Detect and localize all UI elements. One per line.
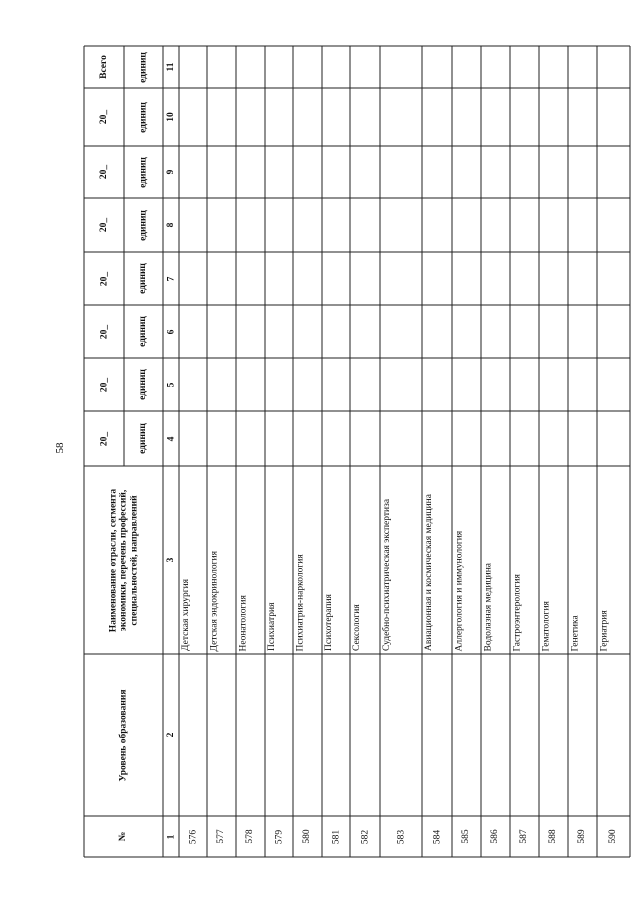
row-name: Судебно-психиатрическая экспертиза: [382, 498, 392, 651]
row-name: Аллергология и иммунология: [454, 530, 464, 651]
row-name: Детская эндокринология: [209, 550, 219, 651]
header-unit: единиц: [138, 156, 149, 188]
page-number: 58: [54, 442, 66, 454]
row-number: 587: [519, 829, 530, 844]
row-name: Водолазная медицина: [483, 562, 493, 651]
column-number: 7: [165, 276, 176, 281]
column-number: 3: [165, 557, 176, 563]
row-number: 585: [461, 829, 472, 844]
row-name: Генетика: [570, 614, 580, 651]
column-number: 11: [165, 62, 176, 72]
row-name: Гематология: [541, 600, 551, 651]
header-year: 20_: [98, 377, 109, 392]
header-num: №: [118, 831, 129, 842]
header-unit: единиц: [138, 209, 149, 241]
row-number: 581: [330, 829, 341, 844]
header-name: Наименование отрасли, сегмента экономики, перечень профессий, специальностей, направлений: [107, 488, 139, 632]
row-name: Психотерапия: [324, 594, 334, 651]
header-total: Всего: [98, 55, 109, 79]
header-year: 20_: [98, 431, 109, 446]
header-unit: единиц: [138, 369, 149, 400]
header-unit: единиц: [138, 316, 149, 347]
row-number: 577: [216, 829, 227, 844]
row-name: Детская хирургия: [181, 578, 191, 651]
column-number: 1: [165, 834, 176, 839]
header-level: Уровень образования: [118, 689, 129, 781]
row-name: Гериатрия: [599, 609, 609, 651]
data-table: [84, 46, 630, 857]
row-number: 580: [302, 829, 313, 844]
header-year: 20_: [98, 164, 109, 180]
header-year: 20_: [98, 271, 109, 286]
column-number: 5: [165, 382, 176, 387]
row-number: 584: [431, 829, 442, 844]
column-number: 2: [165, 732, 176, 738]
column-number: 4: [165, 436, 176, 441]
row-number: 576: [187, 829, 198, 844]
header-year: 20_: [98, 217, 109, 233]
row-number: 590: [608, 829, 619, 844]
column-number: 10: [165, 112, 176, 122]
header-year: 20_: [98, 324, 109, 339]
header-unit: единиц: [138, 423, 149, 454]
row-number: 583: [395, 829, 406, 844]
row-name: Психиатрия-наркология: [295, 553, 305, 651]
row-name: Гастроэнтерология: [512, 573, 522, 651]
row-number: 578: [245, 829, 256, 844]
row-number: 588: [548, 829, 559, 844]
row-name: Психиатрия: [267, 602, 277, 651]
header-unit: единиц: [138, 263, 149, 294]
row-name: Авиационная и космическая медицина: [424, 494, 434, 651]
row-name: Неонатология: [238, 594, 248, 651]
column-number: 6: [165, 329, 176, 334]
header-year: 20_: [98, 109, 109, 125]
row-number: 582: [359, 829, 370, 844]
column-number: 8: [165, 222, 176, 228]
row-number: 579: [273, 829, 284, 844]
header-unit: единиц: [138, 101, 149, 133]
row-name: Сексология: [352, 604, 362, 651]
row-number: 589: [577, 829, 588, 844]
column-number: 9: [165, 169, 176, 175]
header-unit: единиц: [138, 51, 149, 83]
row-number: 586: [490, 829, 501, 844]
